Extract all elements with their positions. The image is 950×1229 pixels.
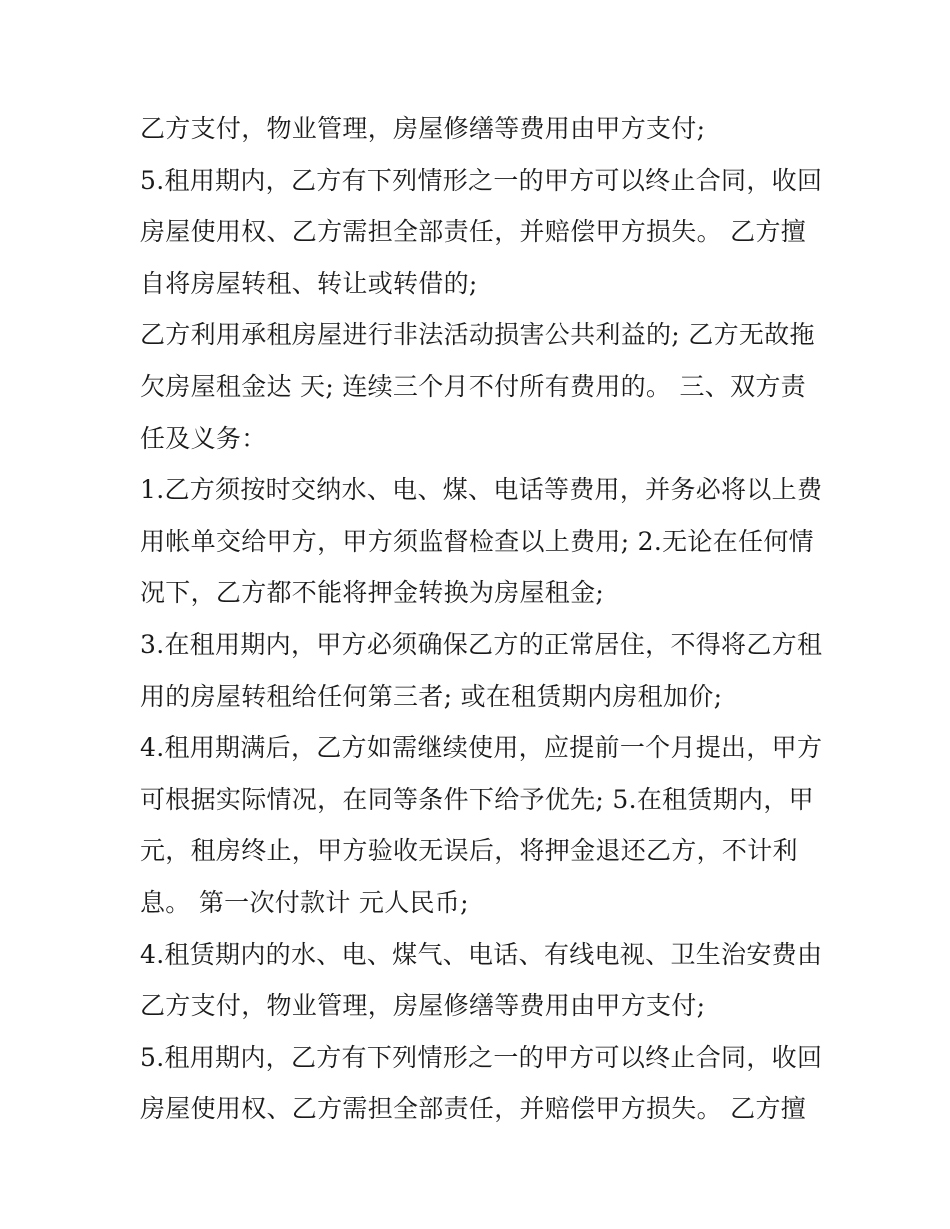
document-body: [140, 103, 823, 1135]
text-line: 4.租赁期内的水、电、煤气、电话、有线电视、卫生治安费由: [140, 939, 823, 969]
text-line: 任及义务：: [140, 423, 267, 453]
text-line: 用的房屋转租给任何第三者; 或在租赁期内房租加价;: [140, 681, 723, 711]
text-line: 4.租用期满后，乙方如需继续使用，应提前一个月提出，甲方: [140, 733, 823, 763]
text-line: 房屋使用权、乙方需担全部责任，并赔偿甲方损失。 乙方擅: [140, 217, 807, 247]
text-line: 可根据实际情况，在同等条件下给予优先; 5.在租赁期内，甲: [140, 784, 814, 814]
text-line: 用帐单交给甲方，甲方须监督检查以上费用; 2.无论在任何情: [140, 526, 814, 556]
text-line: 乙方支付，物业管理，房屋修缮等费用由甲方支付;: [140, 114, 706, 143]
text-line: 元，租房终止，甲方验收无误后，将押金退还乙方，不计利: [140, 836, 798, 866]
text-line: 5.租用期内，乙方有下列情形之一的甲方可以终止合同，收回: [140, 165, 823, 195]
text-line: 房屋使用权、乙方需担全部责任，并赔偿甲方损失。 乙方擅: [140, 1094, 807, 1124]
text-line: 自将房屋转租、转让或转借的;: [140, 268, 478, 298]
text-line: 乙方支付，物业管理，房屋修缮等费用由甲方支付;: [140, 991, 706, 1021]
text-line: 5.租用期内，乙方有下列情形之一的甲方可以终止合同，收回: [140, 1042, 823, 1072]
text-line: 息。 第一次付款计 元人民币;: [140, 887, 469, 917]
text-line: 3.在租用期内，甲方必须确保乙方的正常居住，不得将乙方租: [140, 629, 823, 659]
text-line: 欠房屋租金达 天; 连续三个月不付所有费用的。 三、双方责: [140, 371, 806, 401]
text-line: 况下，乙方都不能将押金转换为房屋租金;: [140, 578, 605, 608]
text-line: 1.乙方须按时交纳水、电、煤、电话等费用，并务必将以上费: [140, 475, 823, 505]
text-line: 乙方利用承租房屋进行非法活动损害公共利益的; 乙方无故拖: [140, 320, 815, 350]
